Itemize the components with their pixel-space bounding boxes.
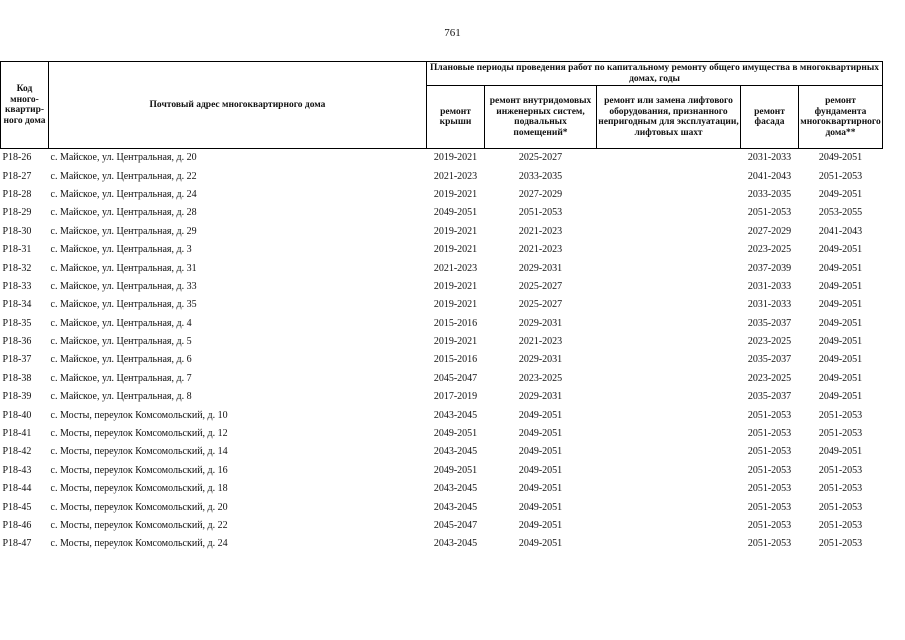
cell-facade: 2051-2053 <box>747 520 792 531</box>
cell-foundation: 2049-2051 <box>818 391 863 403</box>
table-row <box>1 223 883 241</box>
table-row <box>1 462 883 480</box>
cell-systems: 2049-2051 <box>518 483 563 495</box>
cell-lift <box>597 480 741 498</box>
cell-foundation: 2049-2051 <box>818 372 863 384</box>
cell-lift <box>597 370 741 388</box>
cell-address: с. Майское, ул. Центральная, д. 29 <box>50 225 197 237</box>
cell-roof: 2049-2051 <box>433 207 478 219</box>
cell-facade: 2033-2035 <box>747 188 792 200</box>
cell-code: Р18-26 <box>2 152 32 164</box>
table-row <box>1 296 883 314</box>
cell-address: с. Майское, ул. Центральная, д. 3 <box>50 244 192 256</box>
cell-foundation: 2051-2053 <box>818 501 863 513</box>
cell-facade: 2051-2053 <box>747 207 792 219</box>
cell-code: Р18-36 <box>2 336 32 348</box>
cell-facade: 2023-2025 <box>747 244 792 256</box>
cell-lift <box>597 149 741 168</box>
cell-address: с. Майское, ул. Центральная, д. 24 <box>50 188 197 200</box>
cell-code: Р18-41 <box>2 428 32 440</box>
cell-code: Р18-47 <box>2 538 32 550</box>
cell-roof: 2021-2023 <box>433 170 478 182</box>
cell-address: с. Майское, ул. Центральная, д. 28 <box>50 207 197 219</box>
cell-roof: 2019-2021 <box>433 225 478 237</box>
cell-systems: 2025-2027 <box>518 152 563 164</box>
cell-roof: 2049-2051 <box>433 464 478 476</box>
cell-code: Р18-30 <box>2 225 32 237</box>
table-row <box>1 388 883 406</box>
cell-systems: 2049-2051 <box>518 520 563 531</box>
cell-lift <box>597 443 741 461</box>
cell-systems: 2027-2029 <box>518 188 563 200</box>
cell-roof: 2043-2045 <box>433 483 478 495</box>
cell-address: с. Майское, ул. Центральная, д. 7 <box>50 372 192 384</box>
cell-foundation: 2049-2051 <box>818 152 863 164</box>
cell-code: Р18-45 <box>2 501 32 513</box>
table-row <box>1 149 883 168</box>
cell-systems: 2029-2031 <box>518 354 563 366</box>
cell-foundation: 2049-2051 <box>818 354 863 366</box>
cell-facade: 2051-2053 <box>747 409 792 421</box>
cell-lift <box>597 388 741 406</box>
cell-systems: 2021-2023 <box>518 225 563 237</box>
cell-roof: 2019-2021 <box>433 280 478 292</box>
cell-facade: 2023-2025 <box>747 336 792 348</box>
cell-lift <box>597 278 741 296</box>
cell-code: Р18-38 <box>2 372 32 384</box>
page-number: 761 <box>444 27 461 39</box>
table-row <box>1 259 883 277</box>
cell-foundation: 2049-2051 <box>818 280 863 292</box>
cell-code: Р18-32 <box>2 262 32 274</box>
table-row <box>1 186 883 204</box>
cell-systems: 2021-2023 <box>518 336 563 348</box>
cell-address: с. Мосты, переулок Комсомольский, д. 22 <box>50 520 228 531</box>
cell-code: Р18-28 <box>2 188 32 200</box>
cell-code: Р18-35 <box>2 317 32 329</box>
table-row <box>1 370 883 388</box>
cell-lift <box>597 167 741 185</box>
cell-code: Р18-39 <box>2 391 32 403</box>
cell-code: Р18-34 <box>2 299 32 311</box>
header-facade: ремонт фасада <box>741 86 799 149</box>
cell-roof: 2015-2016 <box>433 354 478 366</box>
table-row <box>1 351 883 369</box>
cell-code: Р18-44 <box>2 483 32 495</box>
header-code: Код много-квартир-ного дома <box>1 62 49 149</box>
table-row <box>1 241 883 259</box>
cell-facade: 2051-2053 <box>747 483 792 495</box>
cell-address: с. Майское, ул. Центральная, д. 20 <box>50 152 197 164</box>
cell-facade: 2051-2053 <box>747 538 792 550</box>
cell-code: Р18-31 <box>2 244 32 256</box>
cell-lift <box>597 259 741 277</box>
cell-systems: 2049-2051 <box>518 446 563 458</box>
cell-code: Р18-37 <box>2 354 32 366</box>
cell-foundation: 2049-2051 <box>818 336 863 348</box>
cell-address: с. Майское, ул. Центральная, д. 8 <box>50 391 192 403</box>
cell-systems: 2025-2027 <box>518 299 563 311</box>
cell-facade: 2051-2053 <box>747 428 792 440</box>
cell-foundation: 2053-2055 <box>818 207 863 219</box>
table-row <box>1 443 883 461</box>
cell-facade: 2051-2053 <box>747 501 792 513</box>
cell-systems: 2025-2027 <box>518 280 563 292</box>
cell-systems: 2029-2031 <box>518 317 563 329</box>
cell-foundation: 2049-2051 <box>818 299 863 311</box>
cell-address: с. Майское, ул. Центральная, д. 22 <box>50 170 197 182</box>
cell-roof: 2015-2016 <box>433 317 478 329</box>
cell-facade: 2041-2043 <box>747 170 792 182</box>
cell-lift <box>597 333 741 351</box>
cell-facade: 2035-2037 <box>747 391 792 403</box>
cell-address: с. Майское, ул. Центральная, д. 35 <box>50 299 197 311</box>
cell-roof: 2019-2021 <box>433 299 478 311</box>
cell-lift <box>597 462 741 480</box>
cell-address: с. Мосты, переулок Комсомольский, д. 10 <box>50 409 228 421</box>
cell-foundation: 2049-2051 <box>818 244 863 256</box>
cell-address: с. Майское, ул. Центральная, д. 33 <box>50 280 197 292</box>
cell-facade: 2051-2053 <box>747 464 792 476</box>
cell-facade: 2037-2039 <box>747 262 792 274</box>
cell-roof: 2045-2047 <box>433 520 478 531</box>
cell-roof: 2021-2023 <box>433 262 478 274</box>
cell-facade: 2035-2037 <box>747 354 792 366</box>
cell-lift <box>597 186 741 204</box>
cell-foundation: 2051-2053 <box>818 464 863 476</box>
cell-roof: 2019-2021 <box>433 152 478 164</box>
cell-foundation: 2051-2053 <box>818 538 863 550</box>
table-row <box>1 204 883 222</box>
cell-lift <box>597 315 741 333</box>
cell-code: Р18-43 <box>2 464 32 476</box>
header-systems: ремонт внутридомовых инженерных систем, подвальных помещений* <box>485 86 597 149</box>
cell-roof: 2017-2019 <box>433 391 478 403</box>
cell-address: с. Мосты, переулок Комсомольский, д. 14 <box>50 446 228 458</box>
cell-roof: 2019-2021 <box>433 188 478 200</box>
table-row <box>1 315 883 333</box>
cell-address: с. Мосты, переулок Комсомольский, д. 18 <box>50 483 228 495</box>
cell-foundation: 2051-2053 <box>818 483 863 495</box>
cell-facade: 2035-2037 <box>747 317 792 329</box>
cell-foundation: 2051-2053 <box>818 409 863 421</box>
cell-code: Р18-33 <box>2 280 32 292</box>
header-foundation: ремонт фундамента многоквартирного дома** <box>799 86 883 149</box>
cell-foundation: 2049-2051 <box>818 262 863 274</box>
cell-foundation: 2051-2053 <box>818 428 863 440</box>
cell-systems: 2033-2035 <box>518 170 563 182</box>
cell-lift <box>597 535 741 553</box>
cell-address: с. Майское, ул. Центральная, д. 4 <box>50 317 192 329</box>
cell-roof: 2043-2045 <box>433 409 478 421</box>
cell-facade: 2027-2029 <box>747 225 792 237</box>
cell-facade: 2051-2053 <box>747 446 792 458</box>
cell-foundation: 2049-2051 <box>818 446 863 458</box>
cell-address: с. Мосты, переулок Комсомольский, д. 24 <box>50 538 228 550</box>
cell-facade: 2031-2033 <box>747 299 792 311</box>
cell-address: с. Майское, ул. Центральная, д. 31 <box>50 262 197 274</box>
header-address: Почтовый адрес многоквартирного дома <box>49 62 427 149</box>
cell-roof: 2049-2051 <box>433 428 478 440</box>
cell-foundation: 2049-2051 <box>818 188 863 200</box>
cell-code: Р18-29 <box>2 207 32 219</box>
cell-facade: 2031-2033 <box>747 280 792 292</box>
table-header <box>1 62 883 149</box>
cell-foundation: 2051-2053 <box>818 170 863 182</box>
cell-roof: 2019-2021 <box>433 244 478 256</box>
table-row <box>1 480 883 498</box>
repair-schedule-table <box>0 61 883 554</box>
cell-systems: 2049-2051 <box>518 428 563 440</box>
cell-lift <box>597 351 741 369</box>
cell-lift <box>597 406 741 424</box>
cell-lift <box>597 204 741 222</box>
cell-roof: 2043-2045 <box>433 446 478 458</box>
cell-systems: 2029-2031 <box>518 262 563 274</box>
cell-systems: 2049-2051 <box>518 538 563 550</box>
cell-foundation: 2041-2043 <box>818 225 863 237</box>
table-row <box>1 333 883 351</box>
cell-lift <box>597 517 741 535</box>
cell-systems: 2049-2051 <box>518 409 563 421</box>
cell-address: с. Майское, ул. Центральная, д. 5 <box>50 336 192 348</box>
cell-systems: 2023-2025 <box>518 372 563 384</box>
header-group: Плановые периоды проведения работ по капитальному ремонту общего имущества в многоквартирных домах, годы <box>427 62 883 86</box>
cell-roof: 2043-2045 <box>433 501 478 513</box>
cell-address: с. Майское, ул. Центральная, д. 6 <box>50 354 192 366</box>
cell-code: Р18-46 <box>2 520 32 531</box>
cell-roof: 2019-2021 <box>433 336 478 348</box>
cell-systems: 2051-2053 <box>518 207 563 219</box>
cell-roof: 2045-2047 <box>433 372 478 384</box>
cell-address: с. Мосты, переулок Комсомольский, д. 20 <box>50 501 228 513</box>
table-body <box>1 149 883 554</box>
cell-lift <box>597 296 741 314</box>
cell-address: с. Мосты, переулок Комсомольский, д. 12 <box>50 428 228 440</box>
cell-roof: 2043-2045 <box>433 538 478 550</box>
cell-foundation: 2049-2051 <box>818 317 863 329</box>
cell-systems: 2049-2051 <box>518 464 563 476</box>
cell-lift <box>597 241 741 259</box>
cell-foundation: 2051-2053 <box>818 520 863 531</box>
cell-lift <box>597 425 741 443</box>
cell-code: Р18-40 <box>2 409 32 421</box>
cell-systems: 2029-2031 <box>518 391 563 403</box>
cell-facade: 2023-2025 <box>747 372 792 384</box>
table-row <box>1 278 883 296</box>
cell-lift <box>597 498 741 516</box>
table-row <box>1 535 883 553</box>
cell-systems: 2021-2023 <box>518 244 563 256</box>
table-row <box>1 425 883 443</box>
cell-facade: 2031-2033 <box>747 152 792 164</box>
table-row <box>1 517 883 535</box>
header-lift: ремонт или замена лифтового оборудования, признанного непригодным для эксплуатации, лифтовых шахт <box>597 86 741 149</box>
cell-code: Р18-42 <box>2 446 32 458</box>
table-row <box>1 167 883 185</box>
cell-lift <box>597 223 741 241</box>
cell-systems: 2049-2051 <box>518 501 563 513</box>
header-roof: ремонт крыши <box>427 86 485 149</box>
cell-code: Р18-27 <box>2 170 32 182</box>
cell-address: с. Мосты, переулок Комсомольский, д. 16 <box>50 464 228 476</box>
table-row <box>1 406 883 424</box>
table-row <box>1 498 883 516</box>
